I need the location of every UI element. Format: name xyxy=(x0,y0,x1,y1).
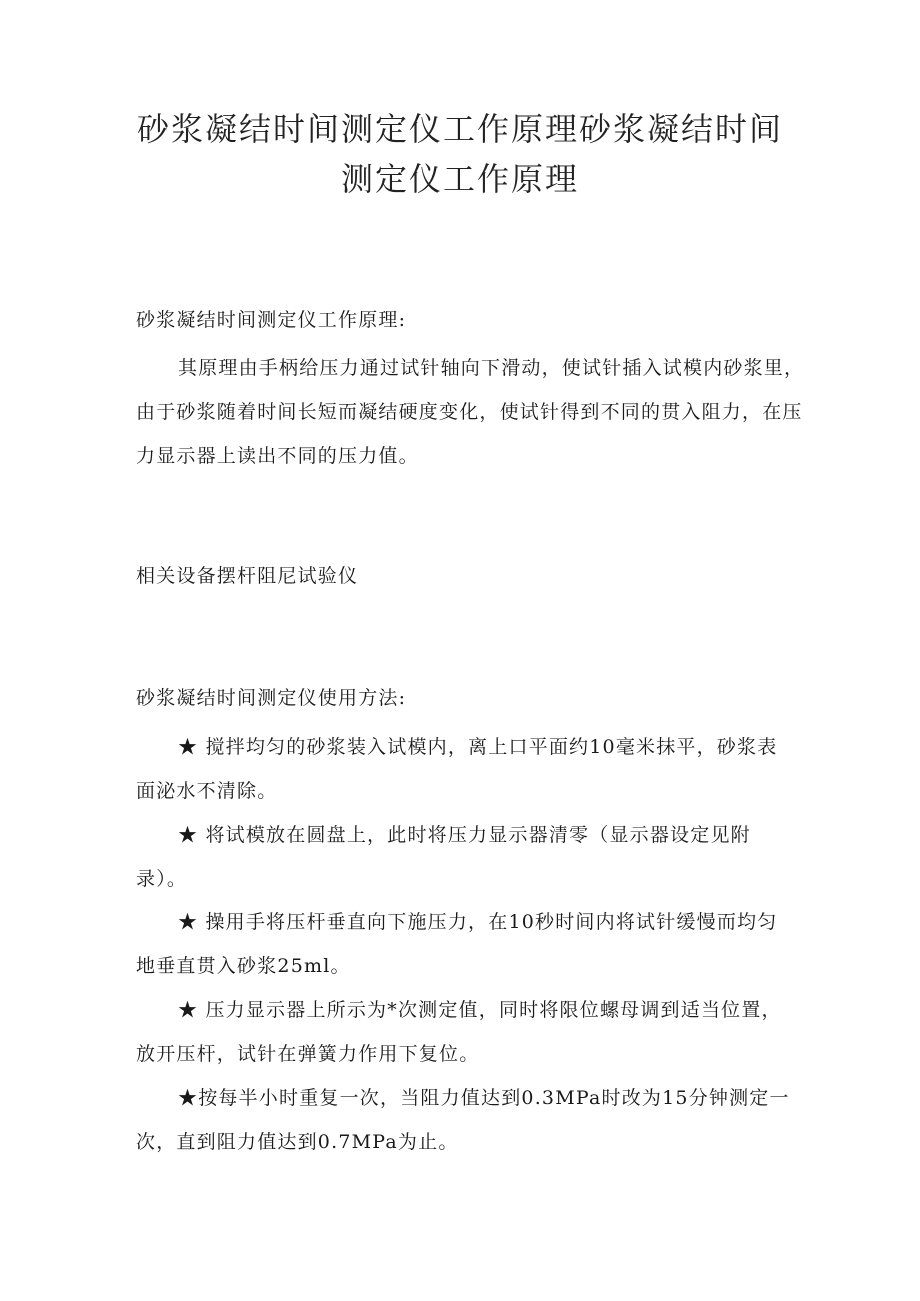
document-title xyxy=(100,104,820,204)
usage-step-1 xyxy=(136,725,796,813)
principle-heading: 砂浆凝结时间测定仪工作原理: xyxy=(136,309,407,331)
usage-step-3-line-1: ★ 操用手将压杆垂直向下施压力，在10秒时间内将试针缓慢而均匀 xyxy=(178,911,778,933)
principle-line-2: 由于砂浆随着时间长短而凝结硬度变化，使试针得到不同的贯入阻力，在压 xyxy=(136,401,803,423)
title-line-1: 砂浆凝结时间测定仪工作原理砂浆凝结时间 xyxy=(136,110,783,148)
usage-step-3 xyxy=(136,900,796,988)
usage-step-1-line-2: 面泌水不清除。 xyxy=(136,780,278,802)
related-equipment: 相关设备摆杆阻尼试验仪 xyxy=(136,565,359,587)
principle-line-1: 其原理由手柄给压力通过试针轴向下滑动，使试针插入试模内砂浆里， xyxy=(178,357,805,379)
principle-paragraph xyxy=(136,346,805,478)
usage-step-4-line-1: ★ 压力显示器上所示为*次测定值，同时将限位螺母调到适当位置， xyxy=(178,999,782,1021)
usage-step-5 xyxy=(136,1076,796,1164)
principle-line-3: 力显示器上读出不同的压力值。 xyxy=(136,445,419,467)
usage-step-2 xyxy=(136,813,796,901)
usage-step-4-line-2: 放开压杆，试针在弹簧力作用下复位。 xyxy=(136,1043,480,1065)
usage-step-5-line-1: ★按每半小时重复一次，当阻力值达到0.3MPa时改为15分钟测定一 xyxy=(178,1087,790,1109)
usage-step-4 xyxy=(136,988,796,1076)
usage-step-2-line-2: 录）。 xyxy=(136,868,188,890)
usage-step-2-line-1: ★ 将试模放在圆盘上，此时将压力显示器清零（显示器设定见附 xyxy=(178,824,751,846)
usage-step-5-line-2: 次，直到阻力值达到0.7MPa为止。 xyxy=(136,1131,459,1153)
title-line-2: 测定仪工作原理 xyxy=(340,160,579,198)
usage-step-1-line-1: ★ 搅拌均匀的砂浆装入试模内，离上口平面约10毫米抹平，砂浆表 xyxy=(178,736,778,758)
usage-step-3-line-2: 地垂直贯入砂浆25ml。 xyxy=(136,955,351,977)
usage-heading: 砂浆凝结时间测定仪使用方法: xyxy=(136,687,407,709)
